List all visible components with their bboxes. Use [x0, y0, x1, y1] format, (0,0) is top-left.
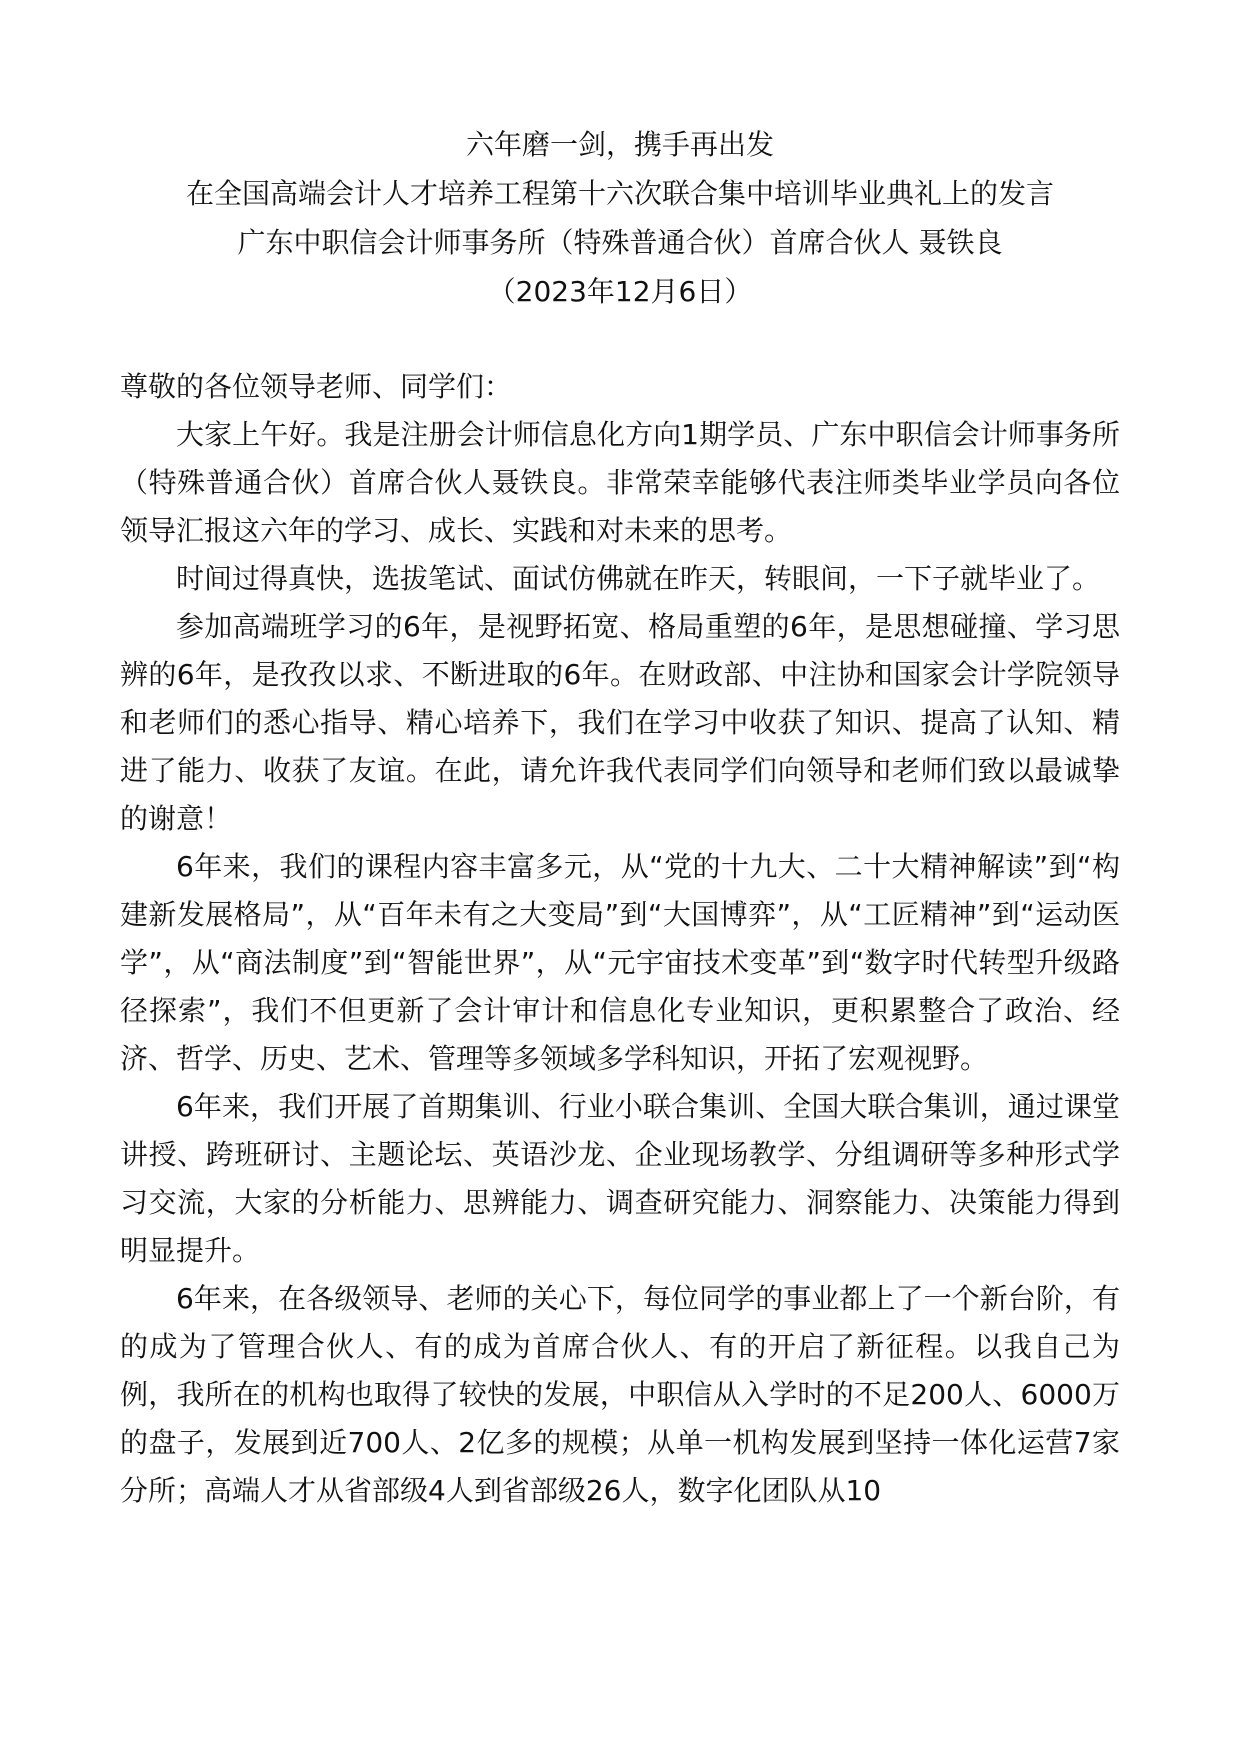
paragraph-six-years: 参加高端班学习的6年，是视野拓宽、格局重塑的6年，是思想碰撞、学习思辨的6年，是孜孜以求、不断进取的6年。在财政部、中注协和国家会计学院领导和老师们的悉心指导、精心培养下，我们在学习中收获了知识、提高了认知、精进了能力、收获了友谊。在此，请允许我代表同学们向领导和老师们致以最诚挚的谢意！ — [120, 610, 1120, 835]
speech-date: （2023年12月6日） — [487, 275, 753, 308]
paragraph-time: 时间过得真快，选拔笔试、面试仿佛就在昨天，转眼间，一下子就毕业了。 — [176, 562, 1101, 595]
speaker-line: 广东中职信会计师事务所（特殊普通合伙）首席合伙人 聂铁良 — [237, 226, 1003, 259]
document-title: 六年磨一剑，携手再出发 — [465, 128, 774, 161]
paragraph-training: 6年来，我们开展了首期集训、行业小联合集训、全国大联合集训，通过课堂讲授、跨班研讨、主题论坛、英语沙龙、企业现场教学、分组调研等多种形式学习交流，大家的分析能力、思辨能力、调查研究能力、洞察能力、决策能力得到明显提升。 — [120, 1090, 1120, 1267]
document-header — [120, 120, 1120, 316]
salutation: 尊敬的各位领导老师、同学们： — [120, 370, 513, 403]
document-subtitle: 在全国高端会计人才培养工程第十六次联合集中培训毕业典礼上的发言 — [185, 177, 1054, 210]
paragraph-career: 6年来，在各级领导、老师的关心下，每位同学的事业都上了一个新台阶，有的成为了管理合伙人、有的成为首席合伙人、有的开启了新征程。以我自己为例，我所在的机构也取得了较快的发展，中职信从入学时的不足200人、6000万的盘子，发展到近700人、2亿多的规模；从单一机构发展到坚持一体化运营7家分所；高端人才从省部级4人到省部级26人，数字化团队从10 — [120, 1282, 1120, 1507]
document-page — [120, 120, 1120, 1515]
paragraph-greeting: 大家上午好。我是注册会计师信息化方向1期学员、广东中职信会计师事务所（特殊普通合伙）首席合伙人聂铁良。非常荣幸能够代表注师类毕业学员向各位领导汇报这六年的学习、成长、实践和对未来的思考。 — [120, 418, 1120, 547]
paragraph-curriculum: 6年来，我们的课程内容丰富多元，从“党的十九大、二十大精神解读”到“构建新发展格局”，从“百年未有之大变局”到“大国博弈”，从“工匠精神”到“运动医学”，从“商法制度”到“智能世界”，从“元宇宙技术变革”到“数字时代转型升级路径探索”，我们不但更新了会计审计和信息化专业知识，更积累整合了政治、经济、哲学、历史、艺术、管理等多领域多学科知识，开拓了宏观视野。 — [120, 850, 1120, 1075]
